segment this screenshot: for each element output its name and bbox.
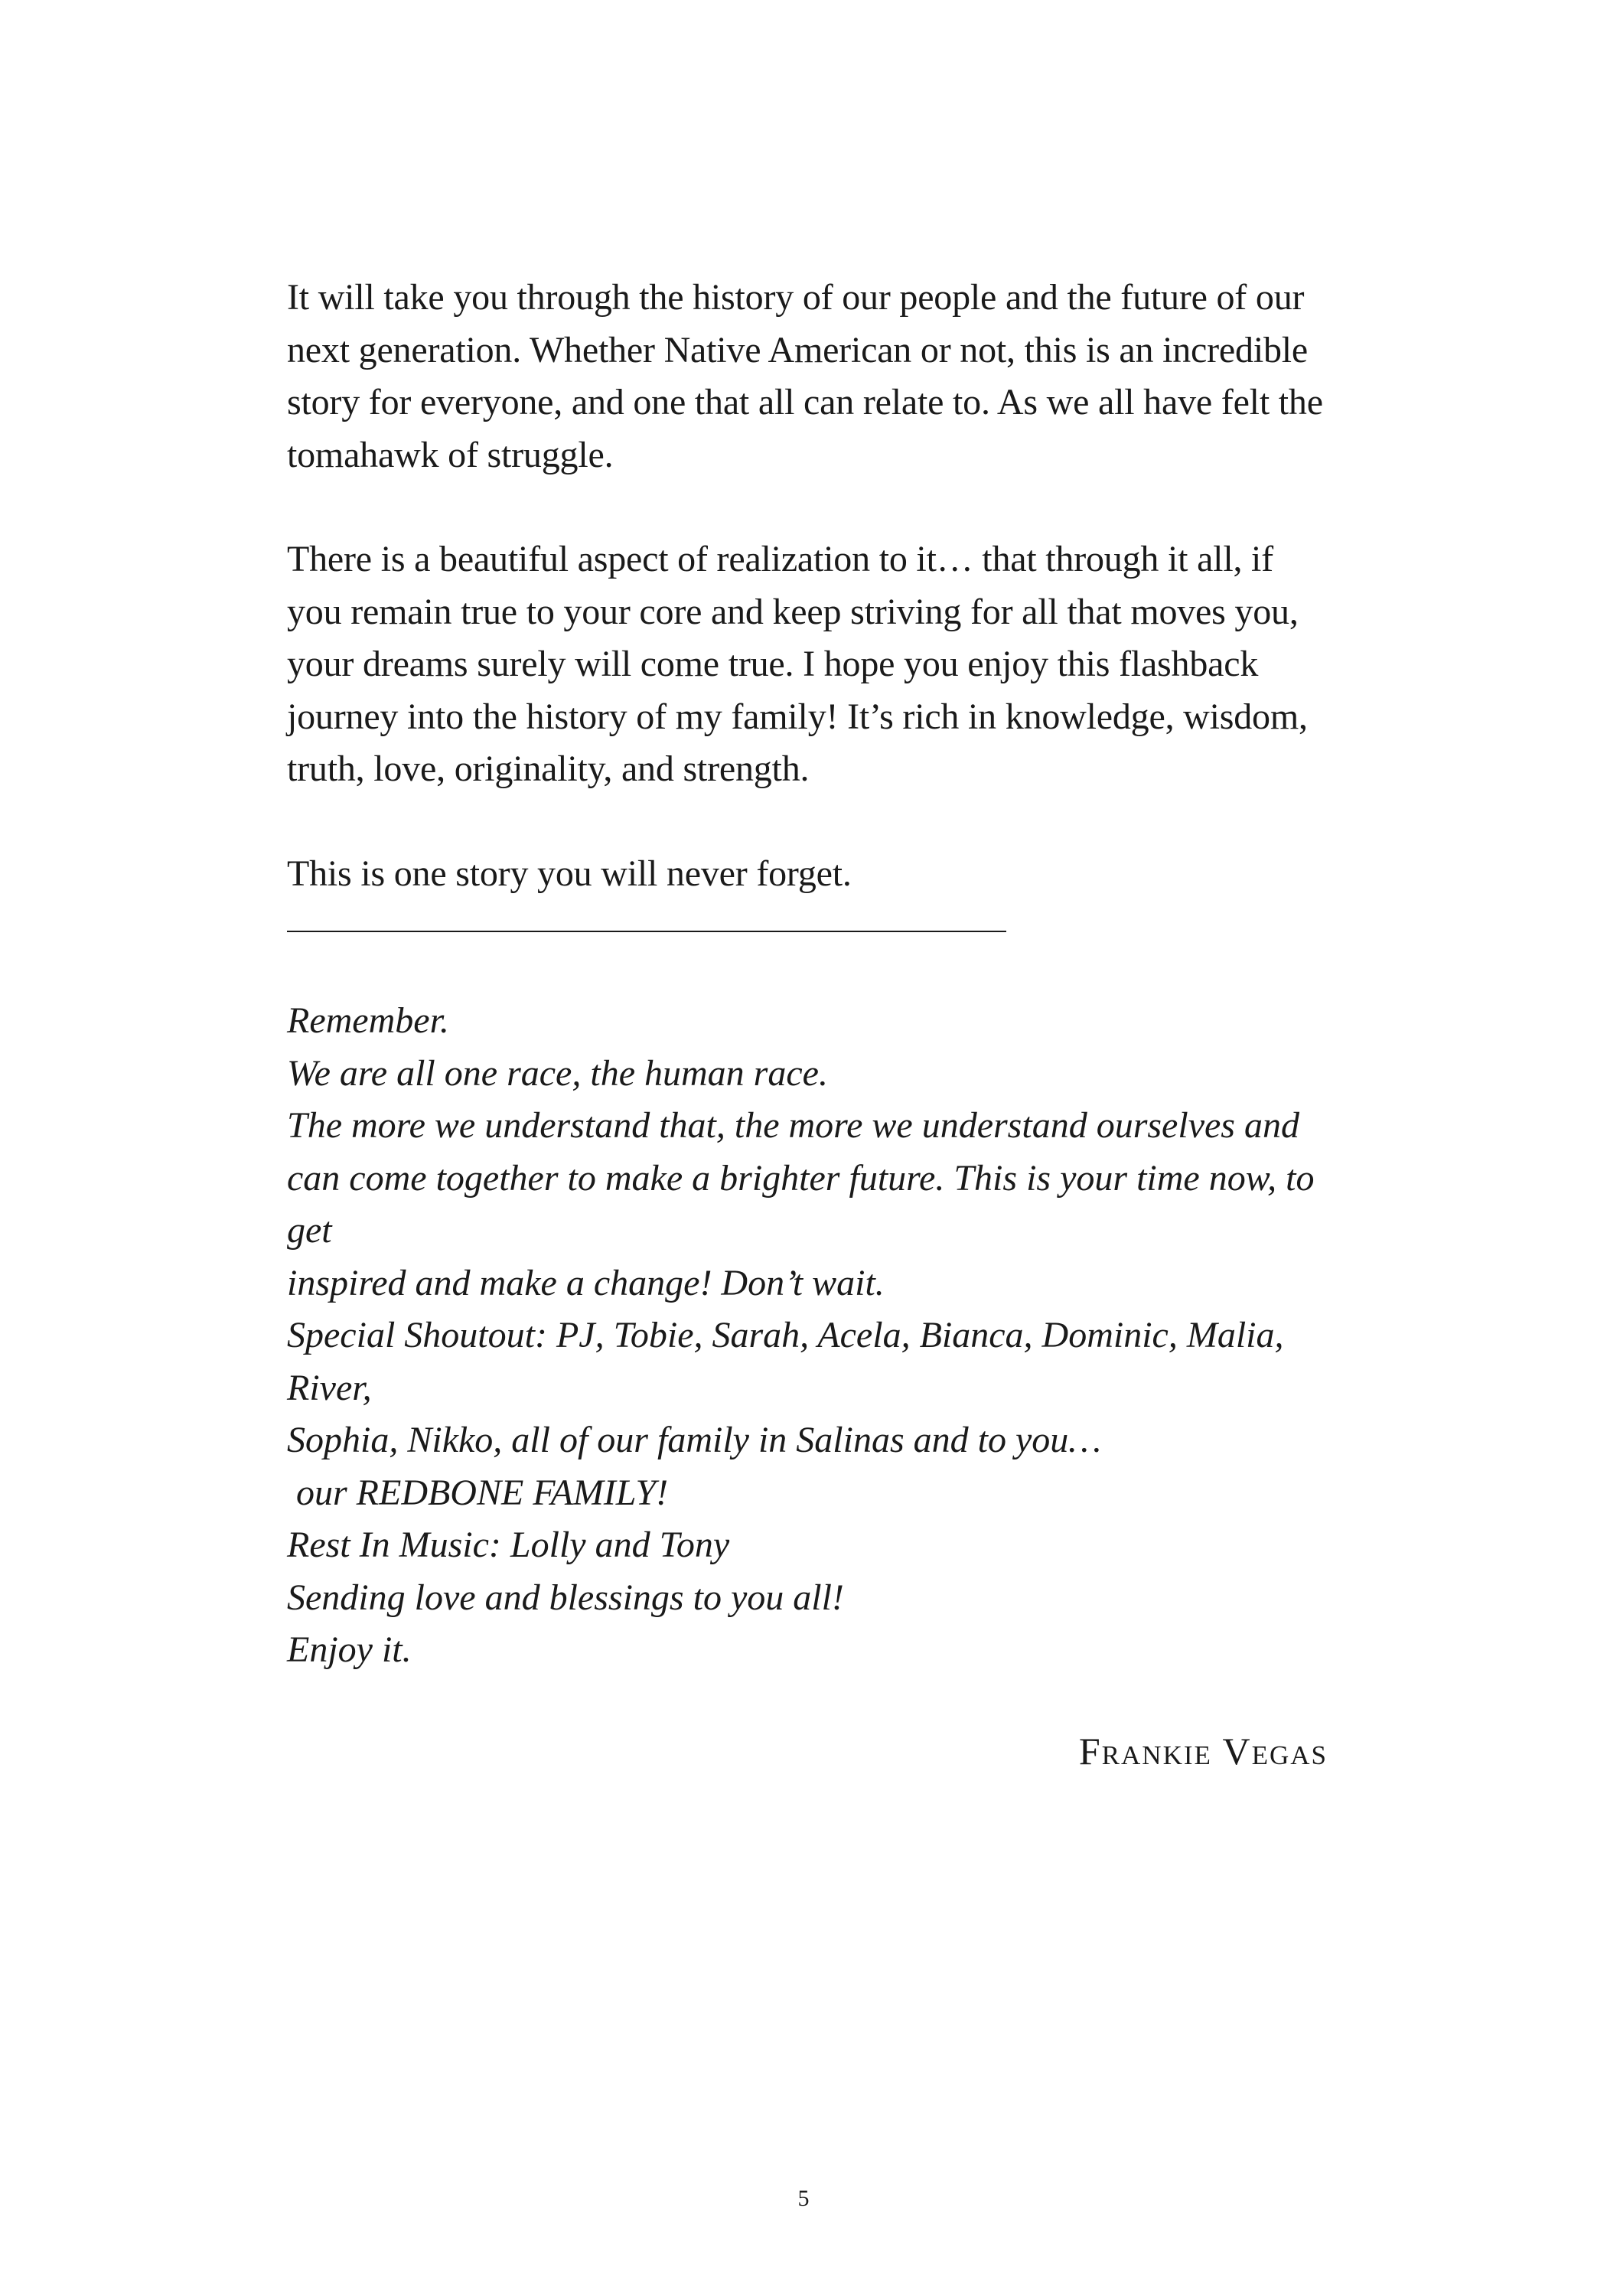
remember-line: We are all one race, the human race. — [287, 1052, 828, 1094]
remember-line: The more we understand that, the more we understand ourselves and — [287, 1105, 1299, 1146]
realization-paragraph: There is a beautiful aspect of realization to it… that through it all, if you remain true to your core and keep striving for all that moves you, your dreams surely will come true. I hope you enjoy this flashback journey into the history of my family! It’s rich in knowledge, wisdom, truth, love, originality, and strength. — [287, 539, 1308, 789]
never-forget-paragraph: This is one story you will never forget. — [287, 853, 852, 894]
horizontal-rule — [287, 931, 1006, 932]
intro-paragraph: It will take you through the history of our people and the future of our next generation. Whether Native American or not, this is an incredible story for everyone, and one that all can relate to. As we all have felt the tomahawk of struggle. — [287, 277, 1323, 475]
remember-line: Remember. — [287, 1000, 449, 1041]
rest-in-music: Rest In Music: Lolly and Tony — [287, 1525, 730, 1565]
shoutout-line: Sophia, Nikko, all of our family in Salinas and to you… — [287, 1420, 1101, 1460]
remember-block — [287, 995, 1328, 1677]
remember-line: inspired and make a change! Don’t wait. — [287, 1262, 885, 1303]
page-content — [287, 272, 1328, 1782]
shoutout-line: Special Shoutout: PJ, Tobie, Sarah, Acela, Bianca, Dominic, Malia, River, — [287, 1315, 1284, 1408]
blessings-line: Sending love and blessings to you all! — [287, 1577, 844, 1618]
enjoy-line: Enjoy it. — [287, 1629, 412, 1670]
shoutout-line: our REDBONE FAMILY! — [287, 1472, 669, 1513]
signature-container — [287, 1729, 1328, 1782]
remember-line: can come together to make a brighter future. This is your time now, to get — [287, 1157, 1315, 1251]
page-number: 5 — [797, 2186, 810, 2211]
author-signature: Frankie Vegas — [1078, 1729, 1328, 1773]
